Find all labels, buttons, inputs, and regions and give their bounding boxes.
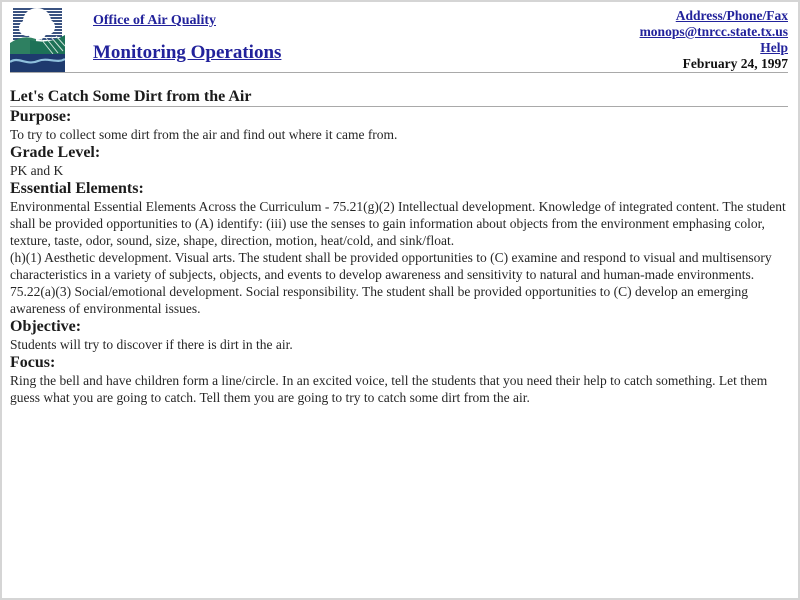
essential-elements-paragraph-3: 75.22(a)(3) Social/emotional development. Social responsibility. The student shall be provided opportunities to (C) develop an emerging awareness of environmental issues.	[10, 284, 748, 316]
page	[2, 2, 798, 406]
page-header	[10, 6, 788, 72]
office-of-air-quality-link[interactable]: Office of Air Quality	[93, 13, 216, 28]
section-heading-objective: Objective:	[10, 318, 82, 335]
grade-level-paragraph: PK and K	[10, 163, 64, 178]
section-heading-essential-elements: Essential Elements:	[10, 180, 144, 197]
logo-link[interactable]	[10, 6, 65, 72]
essential-elements-paragraph-1: Environmental Essential Elements Across the Curriculum - 75.21(g)(2) Intellectual development. Knowledge of integrated content. The student shall be provided opportunities to (A) identify: (iii) use the senses to gain information about objects from the environment emphasing color, texture, taste, odor, sound, size, shape, direction, motion, heat/cold, and sink/float.	[10, 199, 786, 248]
section-heading-focus: Focus:	[10, 354, 56, 371]
horizontal-rule-top	[10, 72, 788, 73]
purpose-paragraph: To try to collect some dirt from the air and find out where it came from.	[10, 127, 398, 142]
page-title: Let's Catch Some Dirt from the Air	[10, 88, 252, 105]
section-heading-grade-level: Grade Level:	[10, 144, 101, 161]
section-heading-purpose: Purpose:	[10, 108, 72, 125]
objective-paragraph: Students will try to discover if there is dirt in the air.	[10, 337, 293, 352]
header-titles	[93, 6, 281, 64]
address-phone-fax-link[interactable]: Address/Phone/Fax	[675, 8, 788, 23]
tnrcc-logo-icon	[10, 6, 65, 72]
essential-elements-paragraph-2: (h)(1) Aesthetic development. Visual arts. The student shall be provided opportunities to (C) examine and respond to visual and multisensory characteristics in a variety of subjects, objects, and events to develop awareness and sensitivity to natural and human-made environments.	[10, 250, 772, 282]
header-right	[640, 6, 788, 72]
help-link[interactable]: Help	[760, 40, 788, 55]
date-text: February 24, 1997	[682, 56, 788, 71]
email-link[interactable]: monops@tnrcc.state.tx.us	[639, 24, 788, 39]
focus-paragraph: Ring the bell and have children form a line/circle. In an excited voice, tell the students that you need their help to catch something. Let them guess what you are going to catch. Tell them you are going to try to catch some dirt from the air.	[10, 373, 768, 405]
monitoring-operations-link[interactable]: Monitoring Operations	[93, 42, 282, 63]
header-left	[10, 6, 281, 72]
